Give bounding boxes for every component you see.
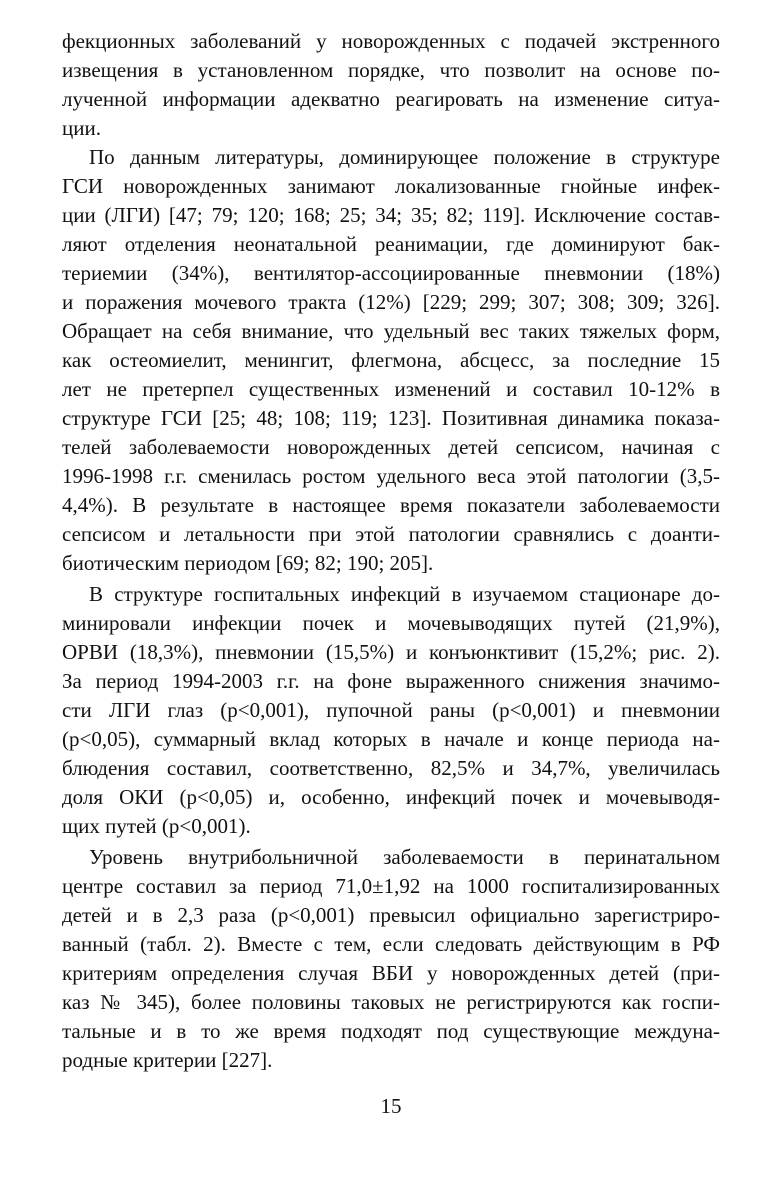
text-line: Уровень внутрибольничной заболеваемости в перинатальном bbox=[89, 845, 720, 869]
text-line: В структуре госпитальных инфекций в изучаемом стационаре до- bbox=[89, 582, 720, 606]
text-line: и поражения мочевого тракта (12%) [229; 299; 307; 308; 309; 326]. bbox=[62, 290, 720, 314]
text-line: (р<0,05), суммарный вклад которых в начале и конце периода на- bbox=[62, 727, 720, 751]
text-line: родные критерии [227]. bbox=[62, 1048, 273, 1072]
text-line: ГСИ новорожденных занимают локализованные гнойные инфек- bbox=[62, 174, 720, 198]
text-line: лет не претерпел существенных изменений и составил 10-12% в bbox=[62, 377, 720, 401]
text-line: ляют отделения неонатальной реанимации, где доминируют бак- bbox=[62, 232, 720, 256]
text-line: критериям определения случая ВБИ у новорожденных детей (при- bbox=[62, 961, 720, 985]
text-line: структуре ГСИ [25; 48; 108; 119; 123]. Позитивная динамика показа- bbox=[62, 406, 720, 430]
text-line: каз № 345), более половины таковых не регистрируются как госпи- bbox=[62, 990, 720, 1014]
text-line: ции (ЛГИ) [47; 79; 120; 168; 25; 34; 35; 82; 119]. Исключение состав- bbox=[62, 203, 720, 227]
text-line: щих путей (р<0,001). bbox=[62, 814, 251, 838]
text-line: минировали инфекции почек и мочевыводящих путей (21,9%), bbox=[62, 611, 720, 635]
text-line: доля ОКИ (р<0,05) и, особенно, инфекций почек и мочевыводя- bbox=[62, 785, 720, 809]
text-line: ОРВИ (18,3%), пневмонии (15,5%) и конъюнктивит (15,2%; рис. 2). bbox=[62, 640, 720, 664]
text-line: За период 1994-2003 г.г. на фоне выраженного снижения значимо- bbox=[62, 669, 720, 693]
text-line: лученной информации адекватно реагировать на изменение ситуа- bbox=[62, 87, 720, 111]
text-line: По данным литературы, доминирующее положение в структуре bbox=[89, 145, 720, 169]
text-line: сепсисом и летальности при этой патологии сравнялись с доанти- bbox=[62, 522, 720, 546]
text-line: извещения в установленном порядке, что позволит на основе по- bbox=[62, 58, 720, 82]
text-line: тальные и в то же время подходят под существующие междуна- bbox=[62, 1019, 720, 1043]
text-line: блюдения составил, соответственно, 82,5% и 34,7%, увеличилась bbox=[62, 756, 720, 780]
text-line: биотическим периодом [69; 82; 190; 205]. bbox=[62, 551, 434, 575]
text-line: 4,4%). В результате в настоящее время показатели заболеваемости bbox=[62, 493, 720, 517]
page-number: 15 bbox=[380, 1094, 402, 1118]
text-line: детей и в 2,3 раза (р<0,001) превысил официально зарегистриро- bbox=[62, 903, 720, 927]
text-line: ции. bbox=[62, 116, 101, 140]
text-line: фекционных заболеваний у новорожденных с подачей экстренного bbox=[62, 29, 720, 53]
text-line: териемии (34%), вентилятор-ассоциированные пневмонии (18%) bbox=[62, 261, 720, 285]
text-line: ванный (табл. 2). Вместе с тем, если следовать действующим в РФ bbox=[62, 932, 720, 956]
text-line: 1996-1998 г.г. сменилась ростом удельного веса этой патологии (3,5- bbox=[62, 464, 720, 488]
text-line: Обращает на себя внимание, что удельный вес таких тяжелых форм, bbox=[62, 319, 720, 343]
text-line: телей заболеваемости новорожденных детей сепсисом, начиная с bbox=[62, 435, 720, 459]
text-line: сти ЛГИ глаз (р<0,001), пупочной раны (р<0,001) и пневмонии bbox=[62, 698, 720, 722]
text-line: центре составил за период 71,0±1,92 на 1000 госпитализированных bbox=[62, 874, 720, 898]
text-line: как остеомиелит, менингит, флегмона, абсцесс, за последние 15 bbox=[62, 348, 720, 372]
